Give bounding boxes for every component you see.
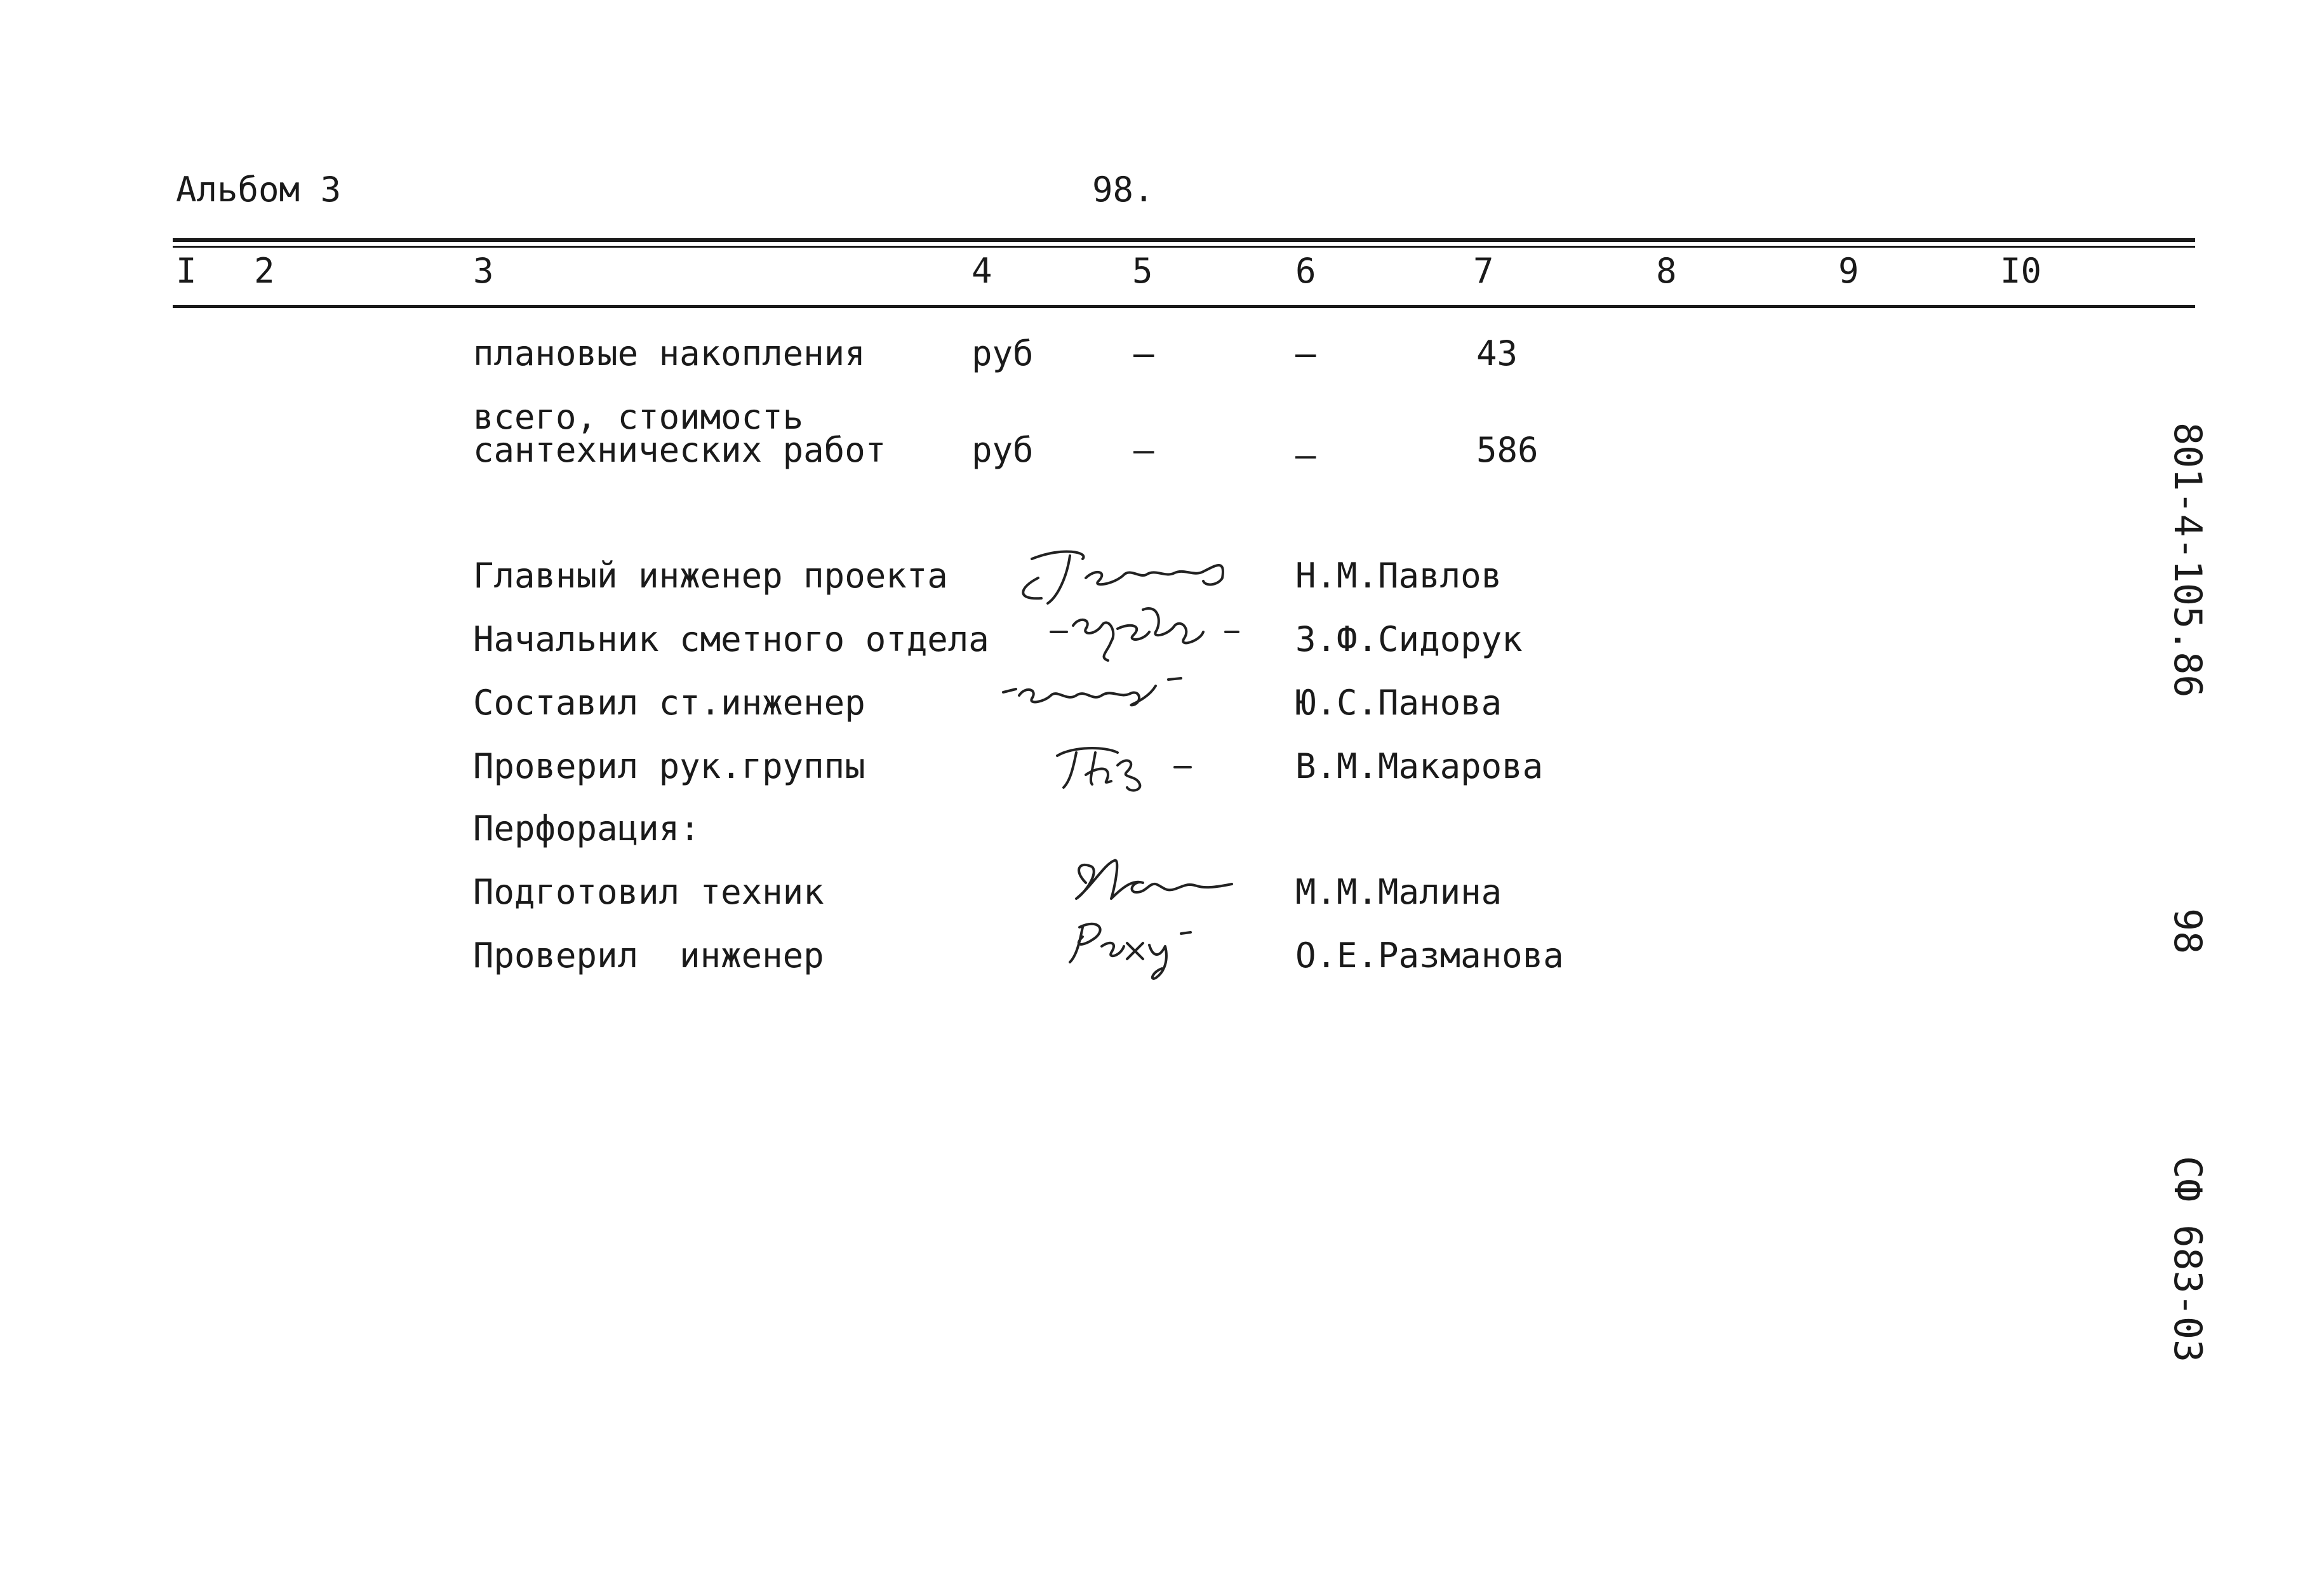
signature-role: Главный инженер проекта <box>473 556 948 596</box>
column-header: I <box>176 251 197 291</box>
handwritten-signature <box>1048 737 1213 794</box>
signature-role: Составил ст.инженер <box>473 683 865 723</box>
row-name-line1: всего, стоимость <box>473 397 804 437</box>
signature-person: З.Ф.Сидорук <box>1295 619 1523 659</box>
signature-person: В.М.Макарова <box>1295 746 1544 786</box>
signature-person: О.Е.Разманова <box>1295 935 1564 975</box>
margin-doc-code: 801-4-105.86 <box>2165 422 2210 698</box>
row-col7: 43 <box>1476 333 1518 373</box>
signature-role: Начальник сметного отдела <box>473 619 989 659</box>
column-header: 5 <box>1132 251 1153 291</box>
row-unit: руб <box>972 430 1034 470</box>
signature-person: Н.М.Павлов <box>1295 556 1502 596</box>
column-header: 3 <box>473 251 494 291</box>
row-name: плановые накопления <box>473 333 865 373</box>
page-number: 98. <box>1092 170 1154 210</box>
handwritten-signature <box>997 667 1200 718</box>
row-name-line2: сантехнических работ <box>473 430 886 470</box>
row-col7: 586 <box>1476 430 1539 470</box>
row-col6: – <box>1295 333 1316 373</box>
signature-role: Проверил инженер <box>473 935 824 975</box>
column-header: 7 <box>1473 251 1494 291</box>
row-unit: руб <box>972 333 1034 373</box>
section-label-perforation: Перфорация: <box>473 808 700 848</box>
signature-person: Ю.С.Панова <box>1295 683 1502 723</box>
handwritten-signature <box>1048 597 1251 667</box>
column-header: I0 <box>2000 251 2042 291</box>
signature-role: Проверил рук.группы <box>473 746 865 786</box>
row-col5: – <box>1133 333 1154 373</box>
column-header: 6 <box>1295 251 1316 291</box>
margin-series: СФ 683-03 <box>2165 1156 2210 1363</box>
album-label: Альбом 3 <box>176 170 342 210</box>
signature-role: Подготовил техник <box>473 872 824 912</box>
handwritten-signature <box>1054 908 1219 991</box>
row-col6: – <box>1295 435 1316 475</box>
handwritten-signature <box>1054 845 1245 915</box>
margin-page: 98 <box>2165 908 2210 955</box>
signature-person: М.М.Малина <box>1295 872 1502 912</box>
column-header: 8 <box>1656 251 1677 291</box>
top-rule-thin <box>173 246 2195 248</box>
top-rule-thick <box>173 238 2195 242</box>
column-header: 2 <box>254 251 275 291</box>
row-col5: – <box>1133 430 1154 470</box>
column-header: 4 <box>972 251 992 291</box>
column-header: 9 <box>1838 251 1859 291</box>
header-bottom-rule <box>173 305 2195 308</box>
